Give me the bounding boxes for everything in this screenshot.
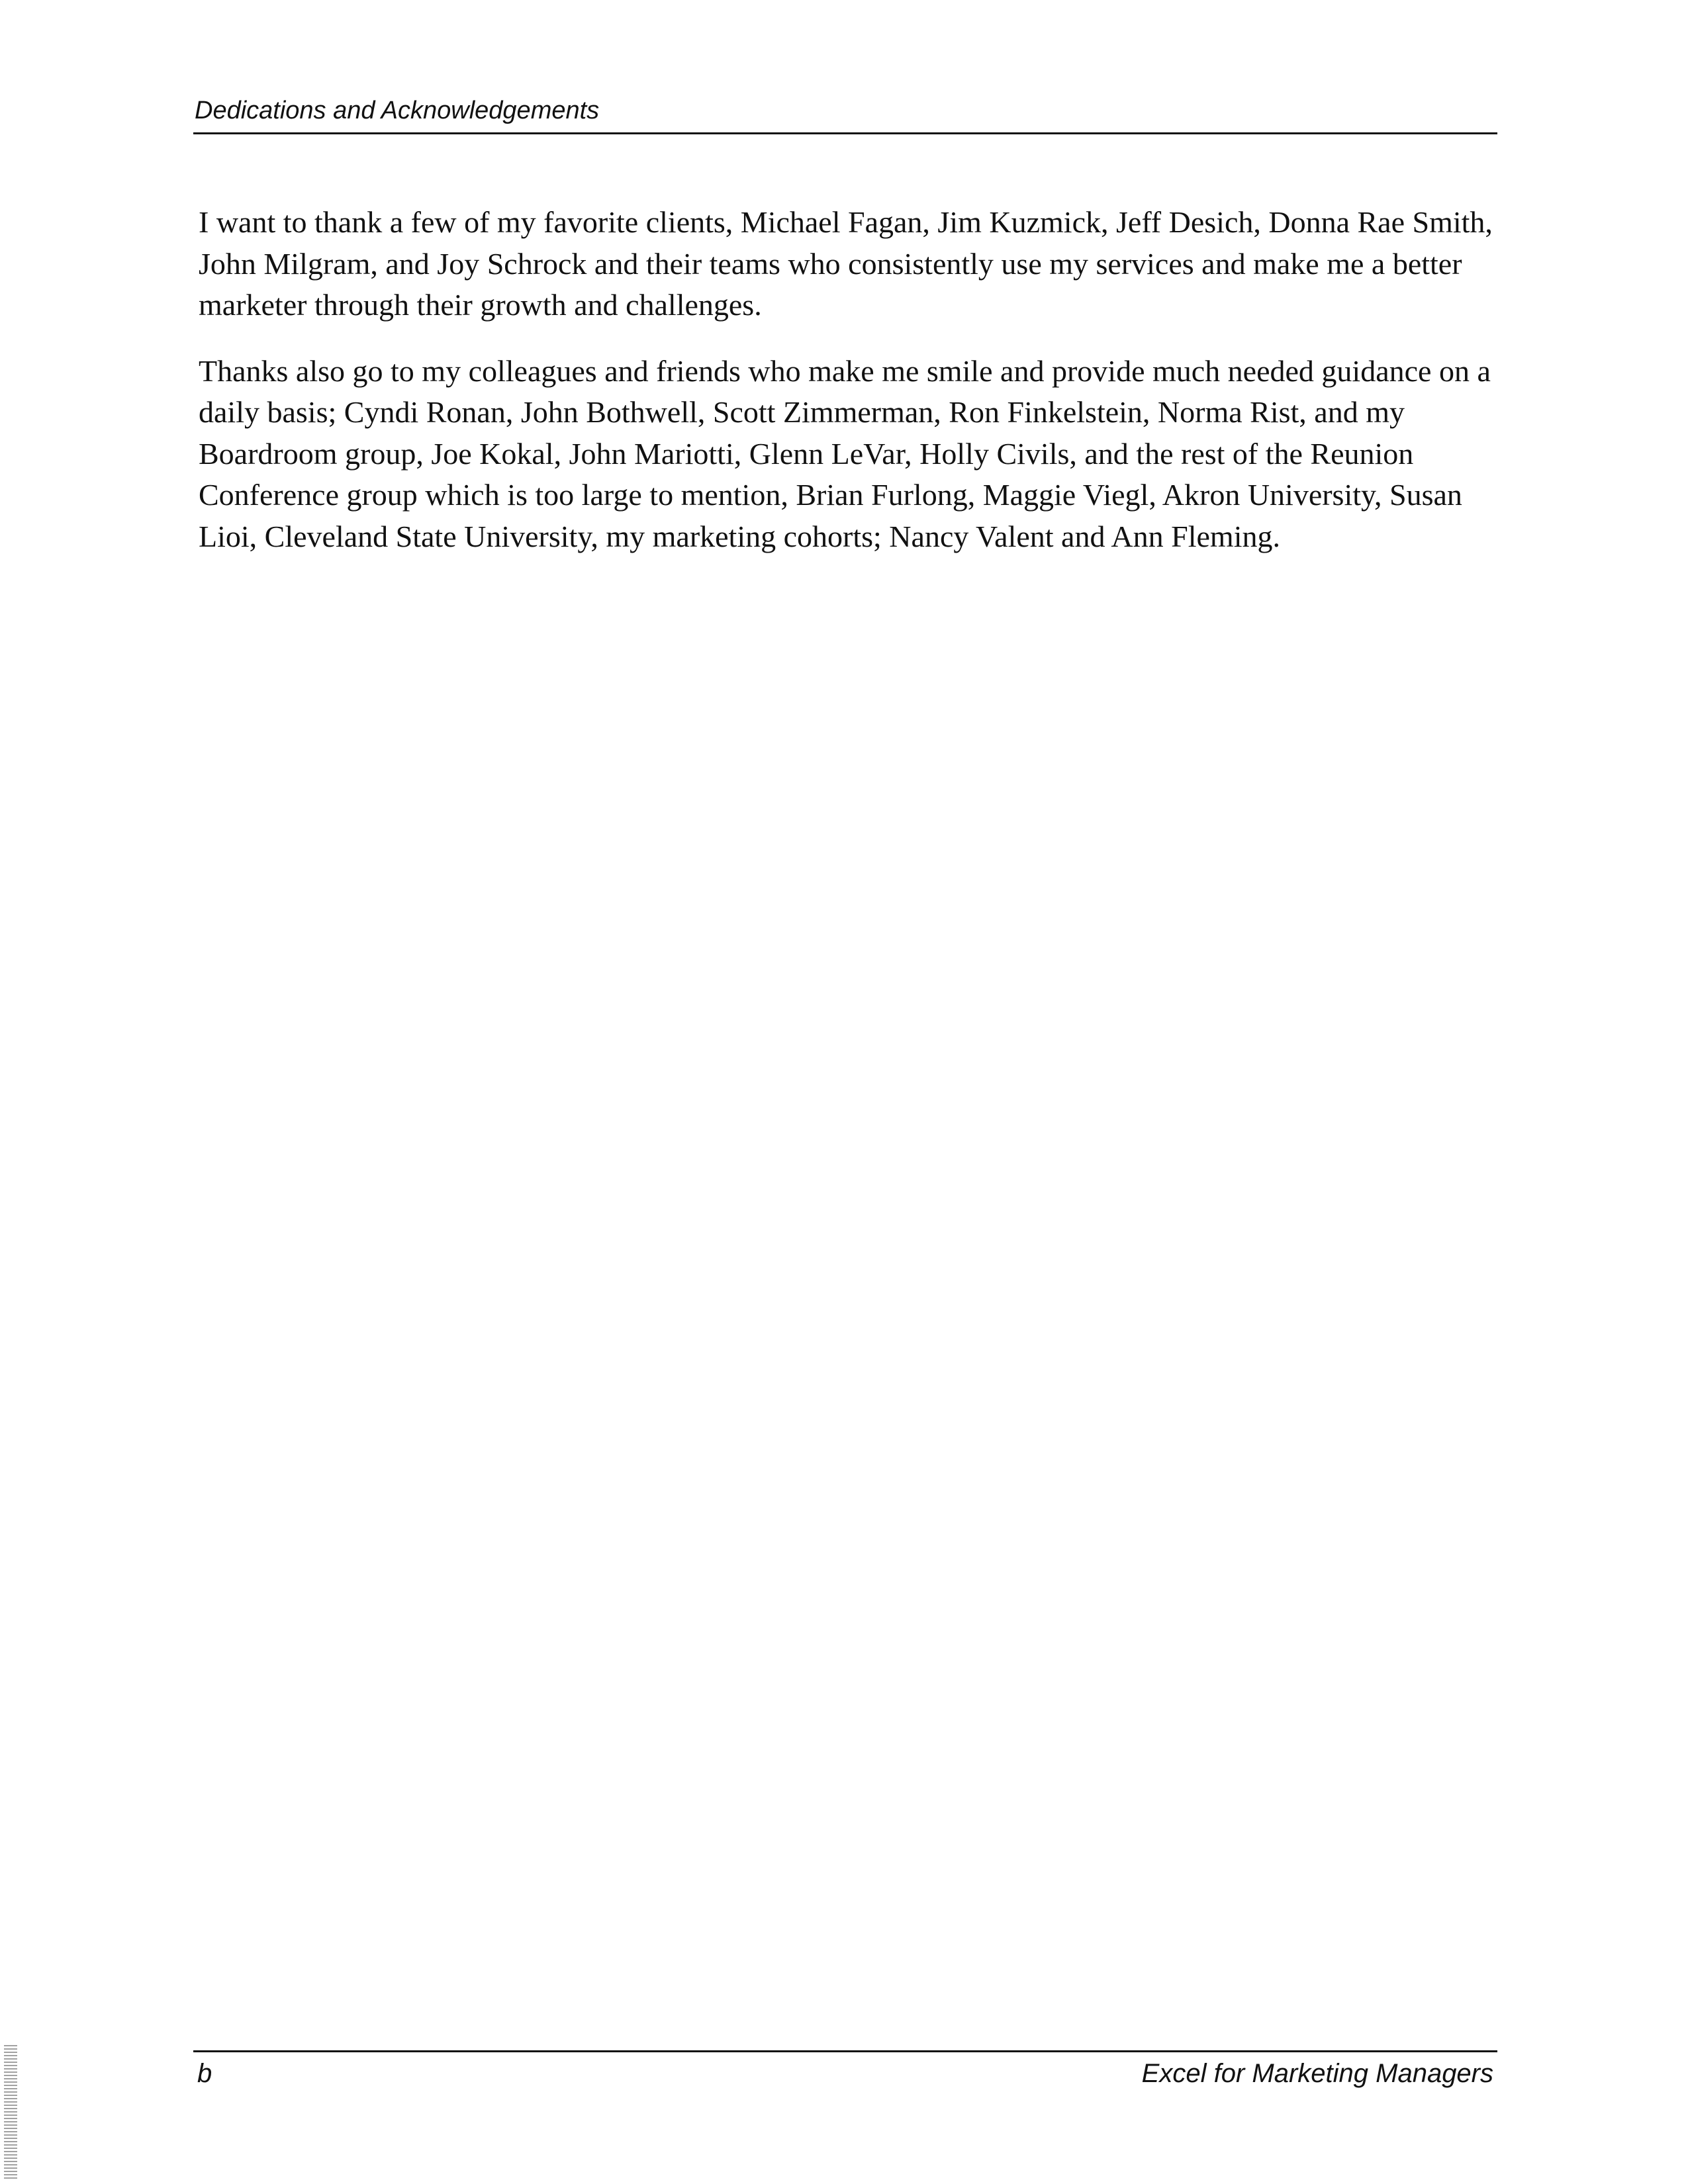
header-divider: [193, 132, 1497, 134]
body-text: [199, 202, 1496, 582]
running-header-title: Dedications and Acknowledgements: [195, 97, 600, 124]
margin-scan-mark: [4, 2045, 17, 2181]
page-number: b: [197, 2059, 212, 2088]
paragraph-colleagues: Thanks also go to my colleagues and friends who make me smile and provide much needed guidance on a daily basis; Cyndi Ronan, John Bothwell, Scott Zimmerman, Ron Finkelstein, Norma Rist, and my Boardroom group, Joe Kokal, John Mariotti, Glenn LeVar, Holly Civils, and the rest of the Reunion Conference group which is too large to mention, Brian Furlong, Maggie Viegl, Akron University, Susan Lioi, Cleveland State University, my marketing cohorts; Nancy Valent and Ann Fleming.: [199, 353, 1491, 553]
book-title: Excel for Marketing Managers: [1141, 2059, 1493, 2088]
footer-divider: [193, 2050, 1497, 2052]
paragraph-clients: I want to thank a few of my favorite clients, Michael Fagan, Jim Kuzmick, Jeff Desich, Donna Rae Smith, John Milgram, and Joy Schrock and their teams who consistently use my services and make me a better marketer through their growth and challenges.: [199, 205, 1493, 322]
